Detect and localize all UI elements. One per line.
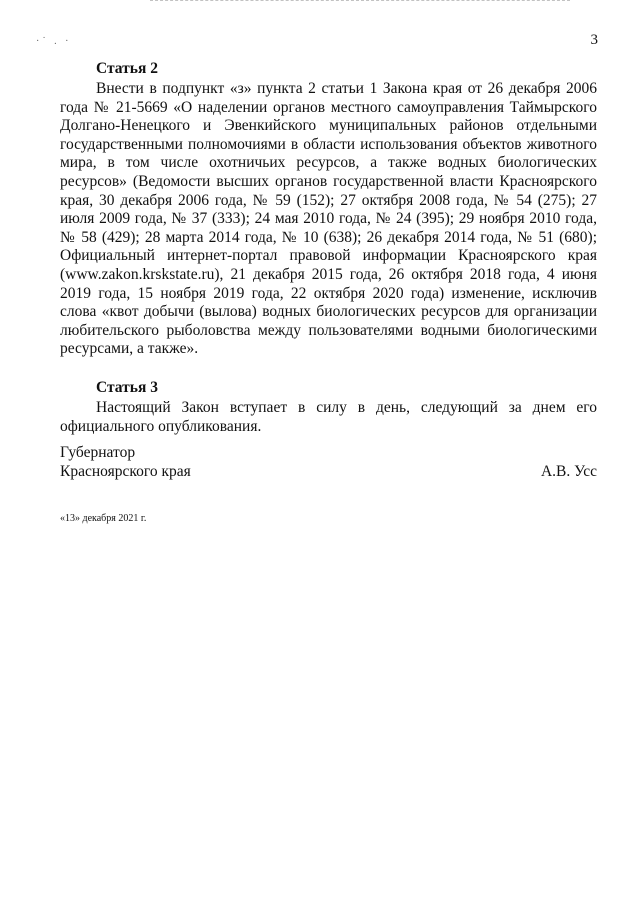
- document-body: [60, 60, 597, 436]
- signing-date: «13» декабря 2021 г.: [60, 513, 147, 524]
- page-number: 3: [590, 32, 598, 48]
- signatory-position-line1: Губернатор: [60, 444, 136, 461]
- signatory-name: А.В. Усс: [540, 463, 597, 480]
- article-3-text: Настоящий Закон вступает в силу в день, следующий за днем его официального опубликования.: [60, 398, 597, 435]
- signature-block: [60, 443, 597, 481]
- article-2: [60, 60, 597, 359]
- article-2-title: Статья 2: [96, 60, 158, 77]
- scan-edge-artifact: [150, 0, 570, 4]
- scan-specks: ·˙ . ·: [36, 36, 72, 47]
- signatory-position-line2: Красноярского края: [60, 463, 191, 480]
- article-3: [60, 379, 597, 436]
- article-3-title: Статья 3: [96, 378, 158, 396]
- article-2-text: Внести в подпункт «з» пункта 2 статьи 1 Закона края от 26 декабря 2006 года № 21-5669 «О наделении органов местного самоуправления Таймырского Долгано-Ненецкого и Эвенкийского муниципальных районов отдельными государственными полномочиями в области использования объектов животного мира, в том числе охотничьих ресурсов, а также водных биологических ресурсов» (Ведомости высших органов государственной власти Красноярского края, 30 декабря 2006 года, № 59 (152); 27 октября 2008 года, № 54 (275); 27 июля 2009 года, № 37 (333); 24 мая 2010 года, № 24 (395); 29 ноября 2010 года, № 58 (429); 28 марта 2014 года, № 10 (638); 26 декабря 2014 года, № 51 (680); Официальный интернет-портал правовой информации Красноярского края (www.zakon.krskstate.ru), 21 декабря 2015 года, 26 октября 2018 года, 4 июня 2019 года, 15 ноября 2019 года, 22 октября 2020 года) изменение, исключив слова «квот добычи (вылова) водных биологических ресурсов для организации любительского рыболовства между пользователями водными биологическими ресурсами, а также».: [60, 80, 597, 358]
